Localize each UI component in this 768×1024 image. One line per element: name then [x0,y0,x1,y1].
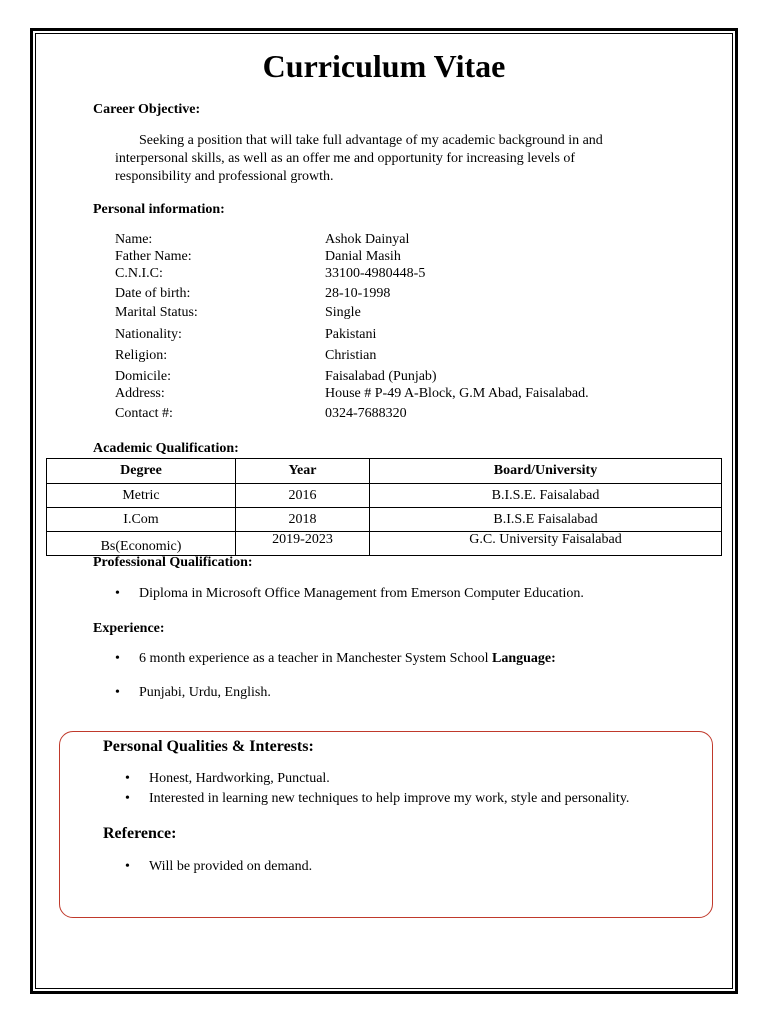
bullet-icon: • [115,685,120,700]
bullet-icon: • [125,859,130,874]
reference-heading: Reference: [103,825,177,842]
career-objective-heading: Career Objective: [93,102,201,117]
info-value-marital-status: Single [325,305,361,320]
table-cell-degree: Bs(Economic) [47,532,236,556]
info-value-father-name: Danial Masih [325,249,401,264]
personal-info-heading: Personal information: [93,202,225,217]
table-cell-board: B.I.S.E. Faisalabad [370,484,722,508]
info-label-name: Name: [115,232,153,247]
list-item: • 6 month experience as a teacher in Manchester System School Language: [115,651,556,666]
experience-heading: Experience: [93,621,165,636]
bullet-icon: • [115,586,120,601]
career-objective-text: Seeking a position that will take full advantage of my academic background in and interpersonal skills, as well as an offer me and opportunity for increasing levels of responsibility and professional growth. [115,133,603,184]
info-label-dob: Date of birth: [115,286,191,301]
table-row [47,508,722,532]
info-label-marital-status: Marital Status: [115,305,198,320]
info-label-religion: Religion: [115,348,168,363]
table-cell-board: G.C. University Faisalabad [370,532,722,556]
list-item: • Punjabi, Urdu, English. [115,685,271,700]
info-label-domicile: Domicile: [115,369,171,384]
list-item: • Diploma in Microsoft Office Management from Emerson Computer Education. [115,586,584,601]
info-value-contact: 0324-7688320 [325,406,407,421]
table-row [47,532,722,556]
info-value-domicile: Faisalabad (Punjab) [325,369,437,384]
table-cell-degree: Metric [47,484,236,508]
info-label-address: Address: [115,386,165,401]
column-header-degree: Degree [47,459,236,484]
professional-heading: Professional Qualification: [93,555,253,570]
info-label-contact: Contact #: [115,406,173,421]
list-item: • Interested in learning new techniques to help improve my work, style and personality. [125,791,630,806]
table-row [47,484,722,508]
table-header-row [47,459,722,484]
page-title: Curriculum Vitae [262,48,506,84]
table-cell-year: 2016 [236,484,370,508]
info-value-nationality: Pakistani [325,327,377,342]
table-cell-board: B.I.S.E Faisalabad [370,508,722,532]
list-item: • Honest, Hardworking, Punctual. [125,771,330,786]
bullet-icon: • [125,771,130,786]
language-heading: Language: [492,651,556,666]
table-cell-year: 2019-2023 [236,532,370,556]
column-header-year: Year [236,459,370,484]
qualities-heading: Personal Qualities & Interests: [103,738,314,755]
info-label-nationality: Nationality: [115,327,182,342]
info-label-cnic: C.N.I.C: [115,266,163,281]
table-cell-degree: I.Com [47,508,236,532]
academic-heading: Academic Qualification: [93,441,239,456]
bullet-icon: • [125,791,130,806]
info-label-father-name: Father Name: [115,249,192,264]
info-value-dob: 28-10-1998 [325,286,391,301]
bullet-icon: • [115,651,120,666]
info-value-religion: Christian [325,348,377,363]
info-value-address: House # P-49 A-Block, G.M Abad, Faisalabad. [325,386,589,401]
info-value-name: Ashok Dainyal [325,232,410,247]
academic-table [46,458,722,556]
table-cell-year: 2018 [236,508,370,532]
info-value-cnic: 33100-4980448-5 [325,266,426,281]
column-header-board: Board/University [370,459,722,484]
list-item: • Will be provided on demand. [125,859,313,874]
